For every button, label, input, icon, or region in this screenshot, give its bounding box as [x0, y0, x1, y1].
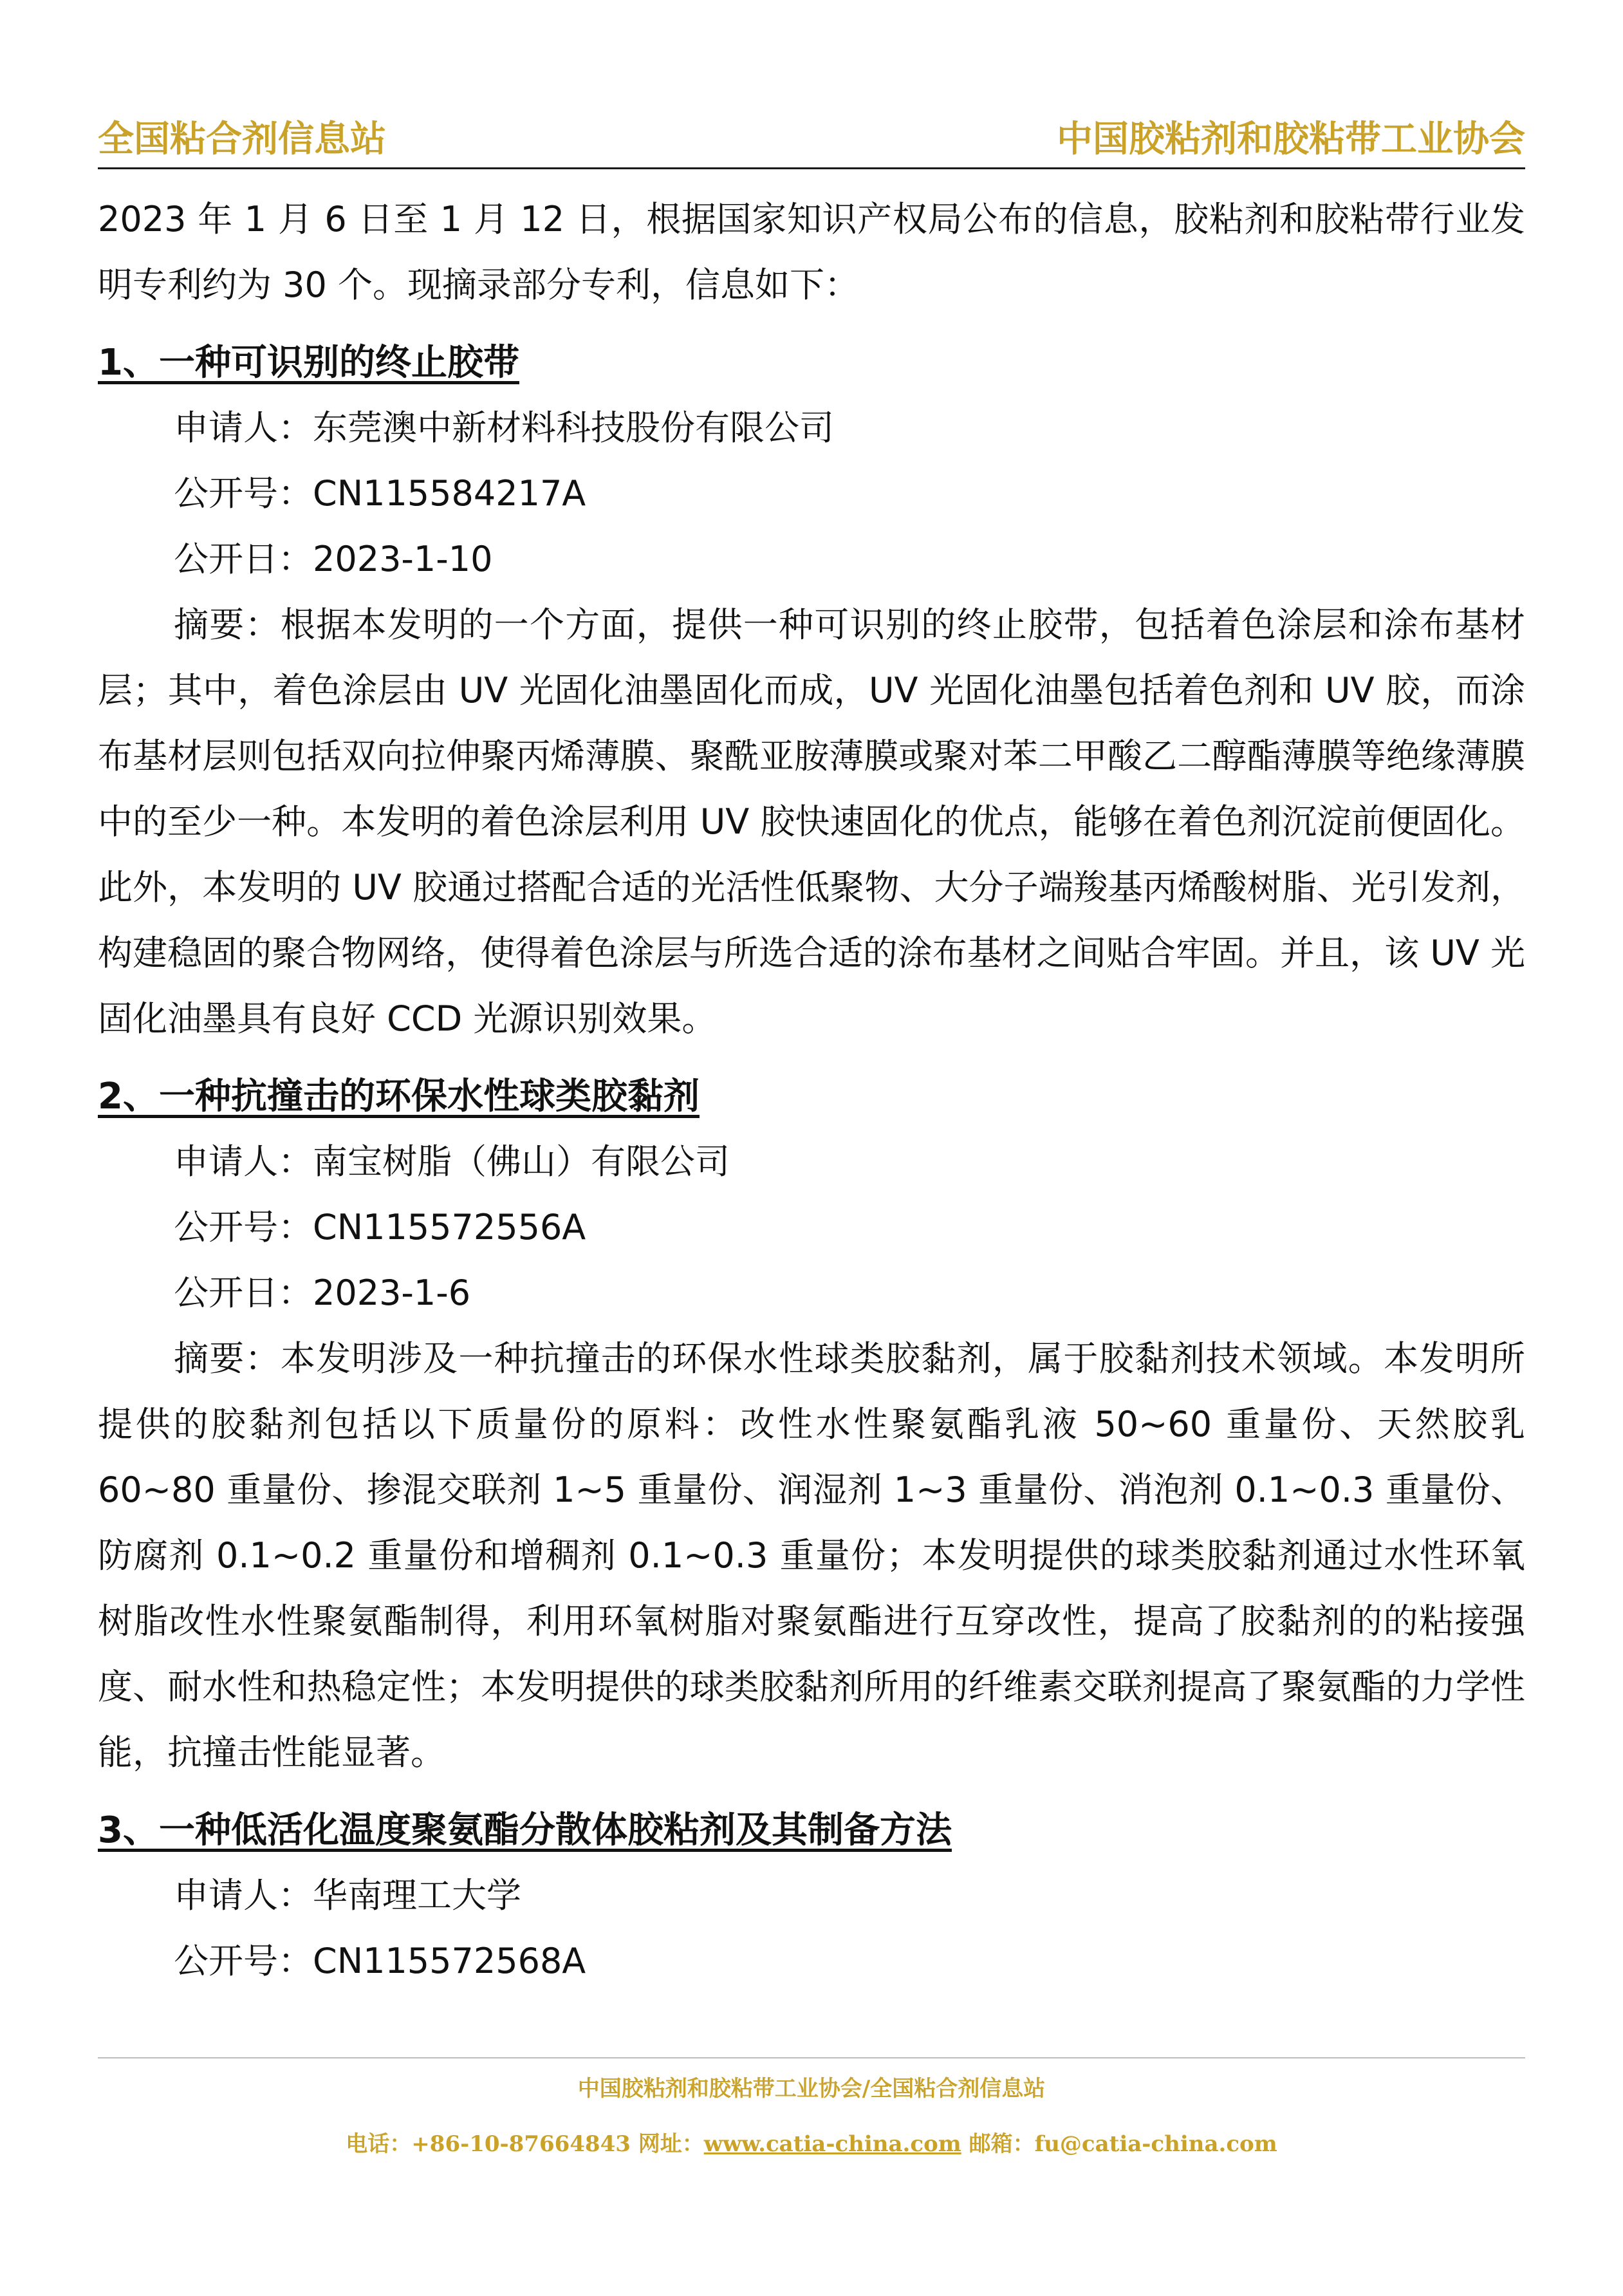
patent-applicant: 申请人：南宝树脂（佛山）有限公司 [174, 1141, 730, 1182]
patent-entry-1 [98, 331, 1525, 1052]
patent-abstract: 摘要：根据本发明的一个方面，提供一种可识别的终止胶带，包括着色涂层和涂布基材层；其中，着色涂层由 UV 光固化油墨固化而成，UV 光固化油墨包括着色剂和 UV 胶，而涂布基材层则包括双向拉伸聚丙烯薄膜、聚酰亚胺薄膜或聚对苯二甲酸乙二醇酯薄膜等绝缘薄膜中的至少一种。本发明的着色涂层利用 UV 胶快速固化的优点，能够在着色剂沉淀前便固化。此外，本发明的 UV 胶通过搭配合适的光活性低聚物、大分子端羧基丙烯酸树脂、光引发剂，构建稳固的聚合物网络，使得着色涂层与所选合适的涂布基材之间贴合牢固。并且，该 UV 光固化油墨具有良好 CCD 光源识别效果。 [98, 604, 1525, 1039]
patent-abstract: 摘要：本发明涉及一种抗撞击的环保水性球类胶黏剂，属于胶黏剂技术领域。本发明所提供的胶黏剂包括以下质量份的原料：改性水性聚氨酯乳液 50~60 重量份、天然胶乳 60~80 重量份、掺混交联剂 1~5 重量份、润湿剂 1~3 重量份、消泡剂 0.1~0.3 重量份、防腐剂 0.1~0.2 重量份和增稠剂 0.1~0.3 重量份；本发明提供的球类胶黏剂通过水性环氧树脂改性水性聚氨酯制得，利用环氧树脂对聚氨酯进行互穿改性，提高了胶黏剂的的粘接强度、耐水性和热稳定性；本发明提供的球类胶黏剂所用的纤维素交联剂提高了聚氨酯的力学性能，抗撞击性能显著。 [98, 1338, 1525, 1773]
patent-entry-3 [98, 1798, 1525, 1994]
intro-paragraph: 2023 年 1 月 6 日至 1 月 12 日，根据国家知识产权局公布的信息，胶粘剂和胶粘带行业发明专利约为 30 个。现摘录部分专利，信息如下： [98, 199, 1525, 305]
footer-contact [98, 2128, 1525, 2160]
patent-publication-date: 公开日：2023-1-10 [174, 539, 493, 579]
patent-title: 3、一种低活化温度聚氨酯分散体胶粘剂及其制备方法 [98, 1809, 952, 1851]
patent-publication-date: 公开日：2023-1-6 [174, 1273, 471, 1313]
patent-applicant: 申请人：东莞澳中新材料科技股份有限公司 [174, 407, 834, 448]
patent-publication-number: 公开号：CN115572568A [174, 1941, 586, 1981]
header-association-name: 中国胶粘剂和胶粘带工业协会 [1057, 118, 1525, 160]
patent-publication-number: 公开号：CN115584217A [174, 473, 586, 514]
footer-organization: 中国胶粘剂和胶粘带工业协会/全国粘合剂信息站 [577, 2076, 1046, 2102]
document-body [98, 187, 1525, 1994]
footer-email: 邮箱：fu@catia-china.com [961, 2131, 1277, 2157]
page-header [98, 109, 1525, 169]
footer-website-link[interactable]: www.catia-china.com [703, 2131, 961, 2157]
header-site-name: 全国粘合剂信息站 [98, 118, 386, 160]
patent-title: 2、一种抗撞击的环保水性球类胶黏剂 [98, 1076, 700, 1117]
patent-publication-number: 公开号：CN115572556A [174, 1207, 586, 1247]
patent-applicant: 申请人：华南理工大学 [174, 1875, 521, 1916]
footer-phone: 电话：+86-10-87664843 网址： [346, 2131, 704, 2157]
patent-title: 1、一种可识别的终止胶带 [98, 342, 519, 384]
patent-entry-2 [98, 1065, 1525, 1786]
page-footer [98, 2057, 1525, 2160]
